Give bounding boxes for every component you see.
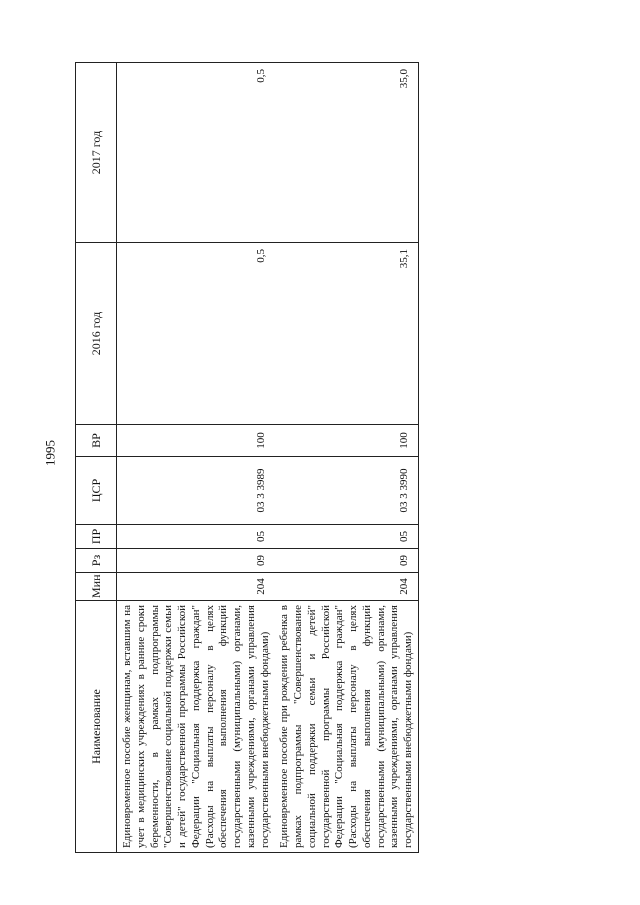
header-2016: 2016 год (76, 243, 117, 425)
row-2016: 0,5 (117, 243, 275, 425)
row-min: 204 (117, 573, 275, 601)
header-pr: ПР (76, 525, 117, 549)
budget-table (75, 62, 419, 853)
table-row (274, 63, 418, 853)
row-2017: 35,0 (274, 63, 418, 243)
table-header (76, 63, 117, 853)
row-name: Единовременное пособие женщинам, вставшим на учет в медицинских учреждениях в ранние сроки беременности, в рамках подпрограммы "Совершенствование социальной поддержки семьи и детей" государственной программы Российской Федерации "Социальная поддержка граждан" (Расходы на выплаты персоналу в целях обеспечения выполнения функций государственными (муниципальными) органами, казенными учреждениями, органами управления государственными внебюджетными фондами) (117, 601, 275, 853)
row-2017: 0,5 (117, 63, 275, 243)
row-name: Единовременное пособие при рождении ребенка в рамках подпрограммы "Совершенствование социальной поддержки семьи и детей" государственной программы Российской Федерации "Социальная поддержка граждан" (Расходы на выплаты персоналу в целях обеспечения выполнения функций государственными (муниципальными) органами, казенными учреждениями, органами управления государственными внебюджетными фондами) (274, 601, 418, 853)
page-number (38, 437, 62, 469)
header-vr: ВР (76, 425, 117, 457)
header-min: Мин (76, 573, 117, 601)
row-min: 204 (274, 573, 418, 601)
row-rz: 09 (274, 549, 418, 573)
row-rz: 09 (117, 549, 275, 573)
row-pr: 05 (117, 525, 275, 549)
header-name: Наименование (76, 601, 117, 853)
row-csr: 03 3 3990 (274, 457, 418, 525)
rotated-table-wrapper (75, 63, 605, 853)
page-number-text: 1995 (42, 440, 58, 466)
row-vr: 100 (274, 425, 418, 457)
header-csr: ЦСР (76, 457, 117, 525)
row-csr: 03 3 3989 (117, 457, 275, 525)
header-rz: Рз (76, 549, 117, 573)
row-vr: 100 (117, 425, 275, 457)
row-2016: 35,1 (274, 243, 418, 425)
table-row (117, 63, 275, 853)
header-2017: 2017 год (76, 63, 117, 243)
row-pr: 05 (274, 525, 418, 549)
